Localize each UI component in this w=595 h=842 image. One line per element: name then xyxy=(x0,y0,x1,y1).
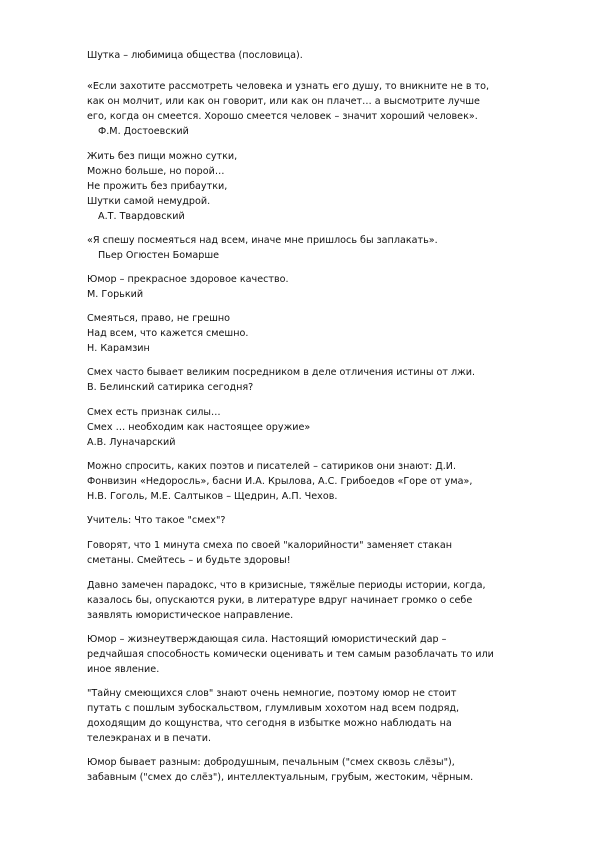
poem-author: А.Т. Твардовский xyxy=(98,211,185,222)
paragraph-line: Фонвизин «Недоросль», басни И.А. Крылова, А.С. Грибоедов «Горе от ума», xyxy=(87,476,473,487)
tvardovsky-poem xyxy=(87,149,537,224)
paragraph-line: казалось бы, опускаются руки, в литературе вдруг начинает громко о себе xyxy=(87,595,473,606)
poem-line: Можно больше, но порой… xyxy=(87,166,225,177)
teacher-question xyxy=(87,513,537,528)
quote-text: Юмор – прекрасное здоровое качество. xyxy=(87,274,289,285)
quote-line: Смех есть признак силы… xyxy=(87,407,221,418)
calories-paragraph xyxy=(87,538,537,568)
paragraph-line: путать с пошлым зубоскальством, глумливым хохотом над всем подряд, xyxy=(87,703,460,714)
paragraph-line: Юмор бывает разным: добродушным, печальным ("смех сквозь слёзы"), xyxy=(87,757,455,768)
quote-line: В. Белинский сатирика сегодня? xyxy=(87,382,254,393)
poem-line: Не прожить без прибаутки, xyxy=(87,181,228,192)
quote-line: «Если захотите рассмотреть человека и узнать его душу, то вникните не в то, xyxy=(87,81,490,92)
quote-author: Пьер Огюстен Бомарше xyxy=(98,250,220,261)
karamzin-poem xyxy=(87,311,537,356)
proverb-text: Шутка – любимица общества (пословица). xyxy=(87,50,303,61)
quote-line: Смех часто бывает великим посредником в деле отличения истины от лжи. xyxy=(87,367,476,378)
poem-line: Над всем, что кажется смешно. xyxy=(87,328,249,339)
quote-text: «Я спешу посмеяться над всем, иначе мне пришлось бы заплакать». xyxy=(87,235,438,246)
paragraph-line: Давно замечен парадокс, что в кризисные, тяжёлые периоды истории, когда, xyxy=(87,580,486,591)
proverb-paragraph xyxy=(87,48,537,63)
paragraph-line: Можно спросить, каких поэтов и писателей – сатириков они знают: Д.И. xyxy=(87,461,457,472)
satirists-paragraph xyxy=(87,459,537,504)
belinsky-quote xyxy=(87,365,537,395)
paragraph-line: доходящим до кощунства, что сегодня в избытке можно наблюдать на xyxy=(87,718,452,729)
humor-force-paragraph xyxy=(87,632,537,677)
paragraph-line: редчайшая способность комически оценивать и тем самым разоблачать то или xyxy=(87,649,494,660)
teacher-text: Учитель: Что такое "смех"? xyxy=(87,515,226,526)
paragraph-line: Н.В. Гоголь, М.Е. Салтыков – Щедрин, А.П. Чехов. xyxy=(87,491,338,502)
lunacharsky-quote xyxy=(87,405,537,450)
quote-author: А.В. Луначарский xyxy=(87,437,176,448)
poem-line: Шутки самой немудрой. xyxy=(87,196,211,207)
paragraph-line: телеэкранах и в печати. xyxy=(87,733,212,744)
paragraph-line: Юмор – жизнеутверждающая сила. Настоящий юмористический дар – xyxy=(87,634,447,645)
paragraph-line: "Тайну смеющихся слов" знают очень немногие, поэтому юмор не стоит xyxy=(87,688,457,699)
quote-line: его, когда он смеется. Хорошо смеется человек – значит хороший человек». xyxy=(87,111,478,122)
dostoevsky-quote xyxy=(87,79,537,139)
paragraph-line: забавным ("смех до слёз"), интеллектуальным, грубым, жестоким, чёрным. xyxy=(87,772,474,783)
paragraph-line: иное явление. xyxy=(87,664,160,675)
paradox-paragraph xyxy=(87,578,537,623)
paragraph-line: сметаны. Смейтесь – и будьте здоровы! xyxy=(87,555,291,566)
poem-line: Жить без пищи можно сутки, xyxy=(87,151,238,162)
gorky-quote xyxy=(87,272,537,302)
secret-paragraph xyxy=(87,686,537,746)
quote-author: Ф.М. Достоевский xyxy=(98,126,189,137)
kinds-paragraph xyxy=(87,755,537,785)
beaumarchais-quote xyxy=(87,233,537,263)
poem-line: Смеяться, право, не грешно xyxy=(87,313,231,324)
quote-author: М. Горький xyxy=(87,289,144,300)
poem-author: Н. Карамзин xyxy=(87,343,150,354)
paragraph-line: заявлять юмористическое направление. xyxy=(87,610,294,621)
paragraph-line: Говорят, что 1 минута смеха по своей "калорийности" заменяет стакан xyxy=(87,540,453,551)
quote-line: Смех … необходим как настоящее оружие» xyxy=(87,422,311,433)
quote-line: как он молчит, или как он говорит, или как он плачет… а высмотрите лучше xyxy=(87,96,480,107)
